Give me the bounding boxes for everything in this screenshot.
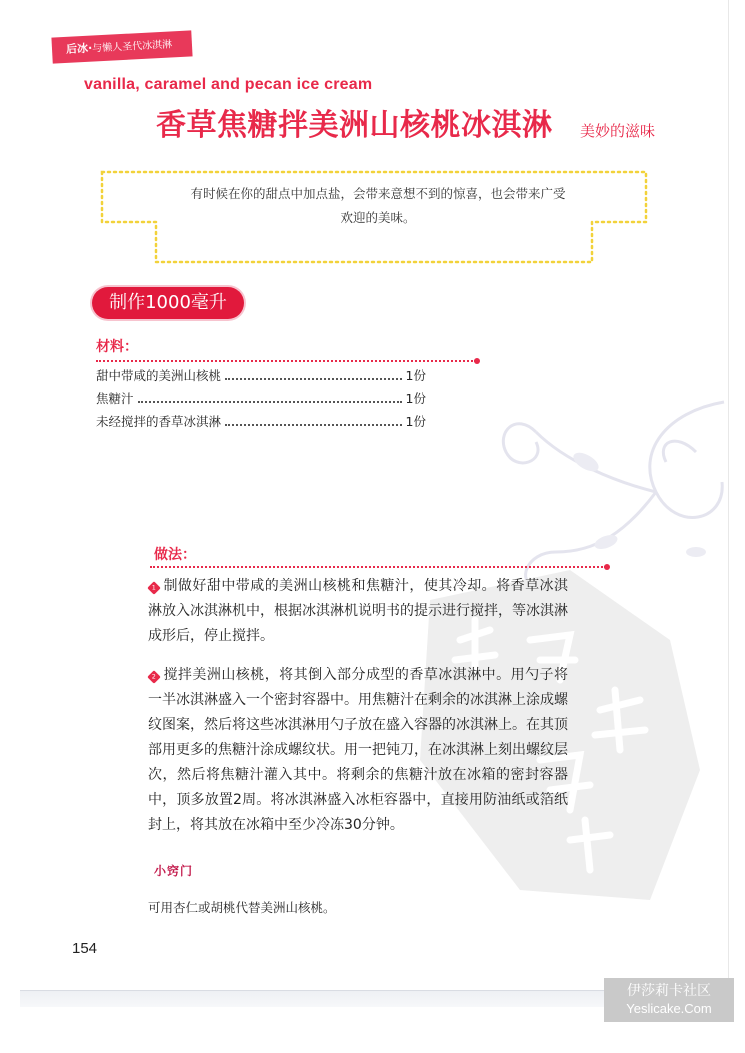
recipe-subtitle: 美妙的滋味 xyxy=(580,122,656,140)
step-number-icon: 1 xyxy=(147,581,161,595)
step-text: 搅拌美洲山核桃，将其倒入部分成型的香草冰淇淋中。用勺子将一半冰淇淋盛入一个密封容器中。用焦糖汁在剩余的冰淇淋上涂成螺纹图案，然后将这些冰淇淋用勺子放在盛入容器的冰淇淋上。在其顶部用更多的焦糖汁涂成螺纹状。用一把钝刀，在冰淇淋上刻出螺纹层次，然后将焦糖汁灌入其中。将剩余的焦糖汁放在冰箱的密封容器中，顶多放置2周。将冰淇淋盛入冰柜容器中，直接用防油纸或箔纸封上，将其放在冰箱中至少冷冻30分钟。 xyxy=(148,667,568,833)
tip-text: 可用杏仁或胡桃代替美洲山核桃。 xyxy=(148,900,336,915)
tip-heading: 小窍门 xyxy=(154,864,194,878)
ingredient-qty: 1份 xyxy=(405,414,426,429)
ingredient-name: 焦糖汁 xyxy=(96,391,134,406)
yield-badge: 制作1000毫升 xyxy=(92,287,244,319)
ingredient-qty: 1份 xyxy=(405,391,426,406)
recipe-title-english: vanilla, caramel and pecan ice cream xyxy=(84,76,373,93)
ingredients-heading: 材料： xyxy=(96,339,138,355)
leader-dots xyxy=(225,378,402,380)
method-divider xyxy=(150,566,606,568)
ingredient-item xyxy=(96,412,426,435)
watermark-line-1: 伊莎莉卡社区 xyxy=(627,983,711,999)
method-step xyxy=(148,663,568,838)
chapter-tag-main: 后冰· xyxy=(65,41,93,56)
ingredients-divider xyxy=(96,360,476,362)
ingredient-name: 未经搅拌的香草冰淇淋 xyxy=(96,414,222,429)
intro-line-2: 欢迎的美味。 xyxy=(340,210,416,225)
method-step xyxy=(148,574,568,649)
step-text: 制做好甜中带咸的美洲山核桃和焦糖汁，使其冷却。将香草冰淇淋放入冰淇淋机中，根据冰淇淋机说明书的提示进行搅拌，等冰淇淋成形后，停止搅拌。 xyxy=(148,578,568,644)
leader-dots xyxy=(138,401,402,403)
recipe-title-chinese: 香草焦糖拌美洲山核桃冰淇淋 xyxy=(156,108,553,143)
ingredient-item xyxy=(96,389,426,412)
method-steps xyxy=(148,574,568,852)
ingredient-qty: 1份 xyxy=(405,368,426,383)
step-number-icon: 2 xyxy=(147,670,161,684)
method-heading: 做法： xyxy=(154,547,196,563)
leader-dots xyxy=(225,424,402,426)
intro-box xyxy=(98,166,650,268)
watermark-line-2: Yeslicake.Com xyxy=(626,1001,712,1016)
intro-text xyxy=(138,182,618,230)
page-number: 154 xyxy=(72,940,98,957)
site-watermark xyxy=(604,978,734,1022)
chapter-tag-sub: 与懒人圣代冰淇淋 xyxy=(91,39,173,55)
ingredient-name: 甜中带咸的美洲山核桃 xyxy=(96,368,222,383)
ingredient-item xyxy=(96,366,426,389)
intro-line-1: 有时候在你的甜点中加点盐，会带来意想不到的惊喜，也会带来广受 xyxy=(190,186,566,201)
ingredients-list xyxy=(96,366,426,435)
